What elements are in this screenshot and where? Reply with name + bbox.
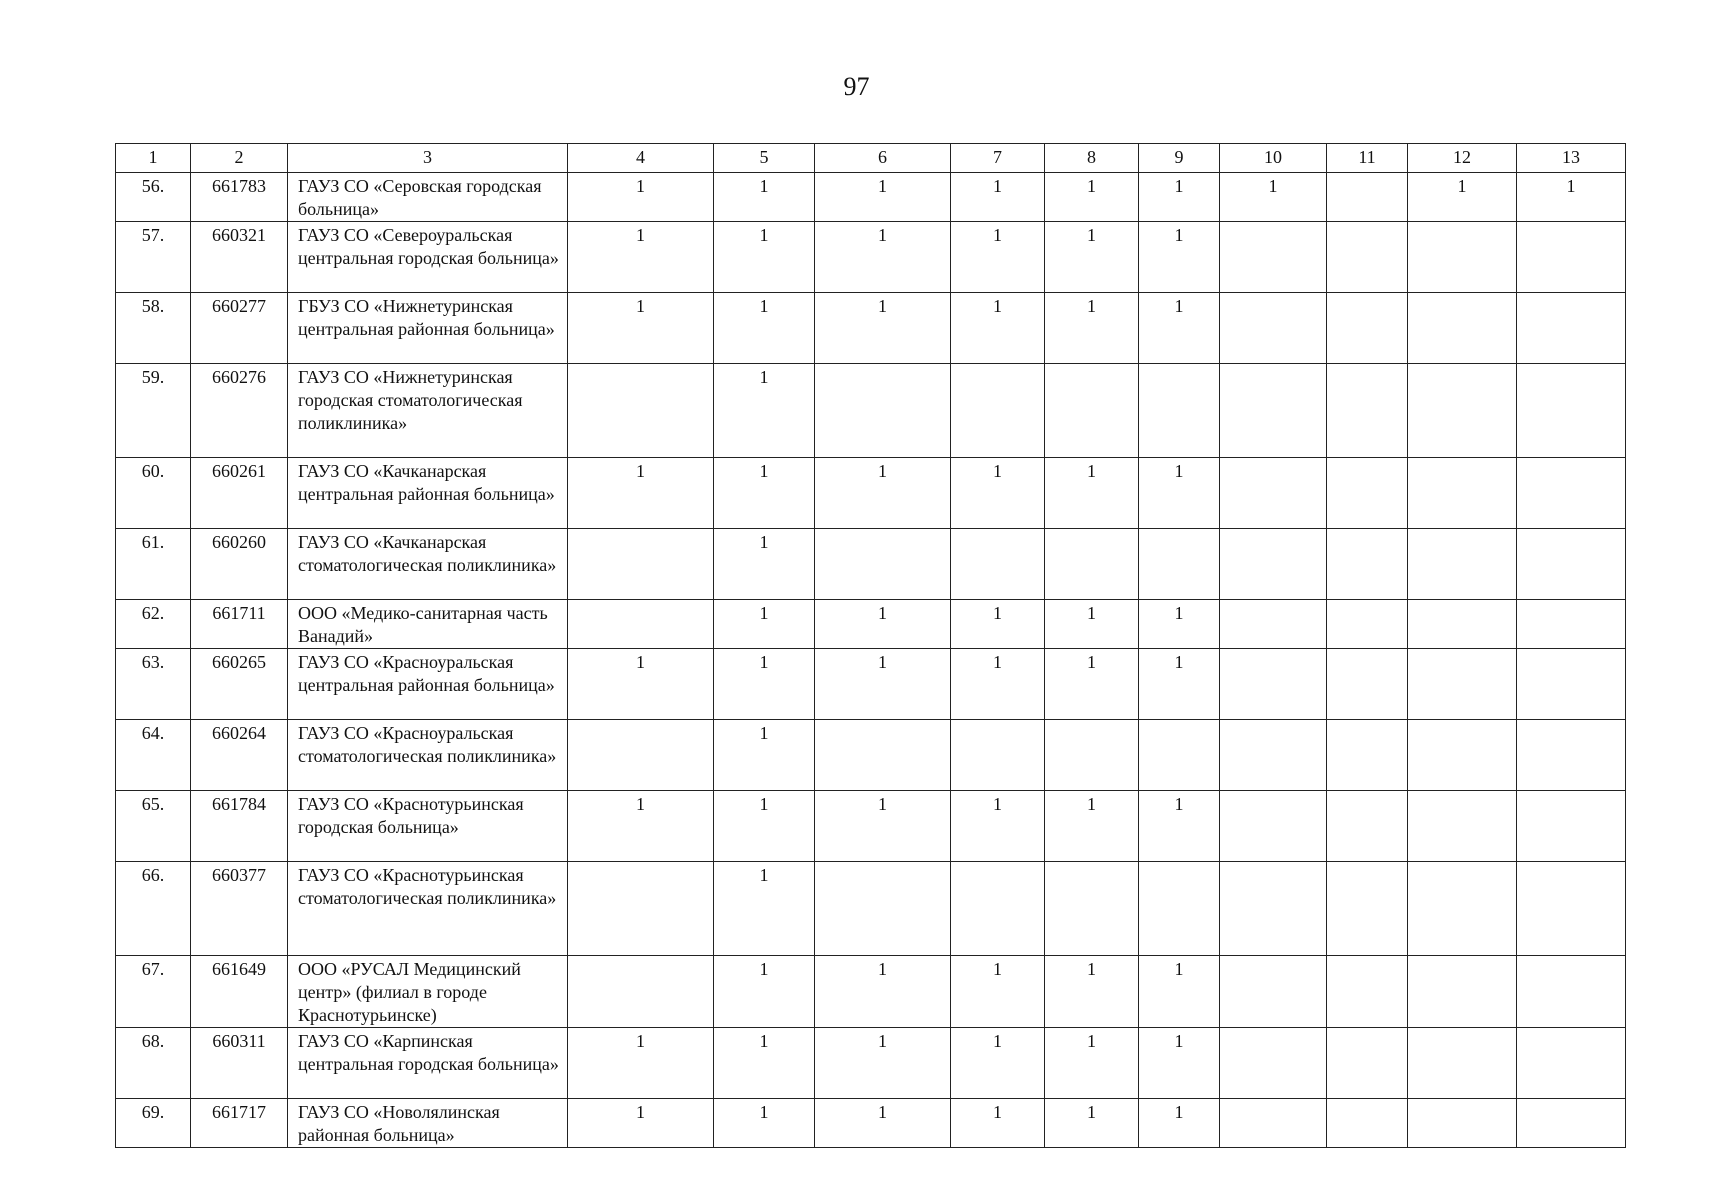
code-cell: 660277: [191, 293, 288, 364]
table-cell: [1327, 173, 1408, 222]
page-number: 97: [843, 72, 870, 101]
table-cell: [1220, 458, 1327, 529]
table-cell: 1: [1045, 956, 1139, 1028]
table-row: [116, 1028, 1626, 1099]
table-cell: [1517, 956, 1626, 1028]
table-cell: [815, 364, 951, 458]
organization-name-cell: ГАУЗ СО «Новолялинская районная больница»: [288, 1099, 568, 1148]
organization-name-cell: ГАУЗ СО «Красноуральская стоматологическая поликлиника»: [288, 720, 568, 791]
table-cell: [1517, 720, 1626, 791]
table-cell: 1: [1045, 791, 1139, 862]
table-row: [116, 1099, 1626, 1148]
column-header: 2: [191, 144, 288, 173]
table-cell: [1517, 364, 1626, 458]
table-cell: 1: [714, 173, 815, 222]
column-header: 10: [1220, 144, 1327, 173]
table-cell: [1408, 956, 1517, 1028]
table-cell: [1408, 649, 1517, 720]
table-cell: 1: [568, 458, 714, 529]
table-row: [116, 720, 1626, 791]
organization-name-cell: ГАУЗ СО «Качканарская стоматологическая поликлиника»: [288, 529, 568, 600]
table-cell: [1327, 1099, 1408, 1148]
table-cell: 1: [714, 364, 815, 458]
table-cell: [1327, 458, 1408, 529]
table-cell: [951, 862, 1045, 956]
table-cell: [1220, 720, 1327, 791]
organization-name-cell: ГАУЗ СО «Красноуральская центральная районная больница»: [288, 649, 568, 720]
table-cell: 1: [951, 458, 1045, 529]
table-cell: [1220, 222, 1327, 293]
table-cell: [815, 529, 951, 600]
table-cell: [1327, 1028, 1408, 1099]
table-cell: [1327, 600, 1408, 649]
table-cell: 1: [714, 529, 815, 600]
table-cell: [1408, 720, 1517, 791]
table-cell: [1045, 529, 1139, 600]
table-cell: [1220, 600, 1327, 649]
table-cell: 1: [815, 293, 951, 364]
table-cell: 1: [951, 956, 1045, 1028]
table-cell: [1220, 956, 1327, 1028]
table-cell: 1: [1139, 222, 1220, 293]
row-number-cell: 58.: [116, 293, 191, 364]
header-row: [116, 144, 1626, 173]
table-cell: 1: [951, 649, 1045, 720]
table-cell: 1: [1045, 1028, 1139, 1099]
table-cell: [568, 600, 714, 649]
table-cell: 1: [568, 1028, 714, 1099]
table-row: [116, 600, 1626, 649]
column-header: 4: [568, 144, 714, 173]
organization-name-cell: ГАУЗ СО «Краснотурьинская стоматологическая поликлиника»: [288, 862, 568, 956]
table-cell: [1327, 529, 1408, 600]
table-cell: 1: [714, 956, 815, 1028]
table-row: [116, 791, 1626, 862]
table-cell: 1: [1517, 173, 1626, 222]
table-cell: 1: [714, 1028, 815, 1099]
table-cell: [1327, 956, 1408, 1028]
table-cell: 1: [1139, 458, 1220, 529]
table-cell: [1408, 791, 1517, 862]
table-cell: [1517, 222, 1626, 293]
table-cell: [1408, 1028, 1517, 1099]
table-cell: [1220, 791, 1327, 862]
table-cell: 1: [568, 791, 714, 862]
table-cell: 1: [1139, 791, 1220, 862]
code-cell: 660276: [191, 364, 288, 458]
table-cell: [1408, 1099, 1517, 1148]
table-cell: 1: [951, 173, 1045, 222]
table-body: [116, 173, 1626, 1148]
column-header: 13: [1517, 144, 1626, 173]
table-cell: [1220, 862, 1327, 956]
table-cell: 1: [1139, 600, 1220, 649]
code-cell: 661711: [191, 600, 288, 649]
table-cell: [1045, 720, 1139, 791]
table-row: [116, 173, 1626, 222]
table-cell: 1: [714, 222, 815, 293]
organization-name-cell: ООО «РУСАЛ Медицинский центр» (филиал в городе Краснотурьинске): [288, 956, 568, 1028]
table-cell: 1: [815, 173, 951, 222]
row-number-cell: 65.: [116, 791, 191, 862]
table-cell: 1: [568, 293, 714, 364]
table-cell: 1: [951, 1028, 1045, 1099]
organization-name-cell: ГАУЗ СО «Нижнетуринская городская стоматологическая поликлиника»: [288, 364, 568, 458]
table-cell: [1220, 529, 1327, 600]
table-row: [116, 293, 1626, 364]
table-cell: 1: [815, 600, 951, 649]
table-cell: [1408, 458, 1517, 529]
table-cell: [1139, 720, 1220, 791]
organization-name-cell: ГАУЗ СО «Качканарская центральная районная больница»: [288, 458, 568, 529]
table-row: [116, 364, 1626, 458]
table-row: [116, 458, 1626, 529]
table-cell: 1: [1045, 600, 1139, 649]
table-cell: [568, 529, 714, 600]
table-cell: 1: [951, 600, 1045, 649]
table-cell: [815, 720, 951, 791]
row-number-cell: 60.: [116, 458, 191, 529]
table-cell: [1220, 293, 1327, 364]
table-cell: [951, 364, 1045, 458]
table-cell: 1: [1139, 293, 1220, 364]
table-cell: [1408, 529, 1517, 600]
column-header: 8: [1045, 144, 1139, 173]
table-cell: 1: [815, 791, 951, 862]
row-number-cell: 64.: [116, 720, 191, 791]
column-header: 3: [288, 144, 568, 173]
table-cell: 1: [1139, 1028, 1220, 1099]
table-cell: 1: [1220, 173, 1327, 222]
table-cell: 1: [1139, 1099, 1220, 1148]
row-number-cell: 61.: [116, 529, 191, 600]
table-cell: [1517, 649, 1626, 720]
table-row: [116, 529, 1626, 600]
code-cell: 660265: [191, 649, 288, 720]
table-cell: 1: [714, 458, 815, 529]
table-cell: 1: [951, 293, 1045, 364]
table-cell: [1220, 1099, 1327, 1148]
column-header: 5: [714, 144, 815, 173]
table-cell: 1: [951, 791, 1045, 862]
table-cell: 1: [1045, 1099, 1139, 1148]
row-number-cell: 63.: [116, 649, 191, 720]
column-header: 6: [815, 144, 951, 173]
column-header: 9: [1139, 144, 1220, 173]
organization-name-cell: ГАУЗ СО «Краснотурьинская городская больница»: [288, 791, 568, 862]
table-cell: 1: [815, 458, 951, 529]
table-cell: [1517, 791, 1626, 862]
table-cell: [951, 720, 1045, 791]
row-number-cell: 57.: [116, 222, 191, 293]
code-cell: 660321: [191, 222, 288, 293]
table-cell: [568, 862, 714, 956]
table-cell: 1: [714, 862, 815, 956]
table-cell: [1517, 293, 1626, 364]
table-cell: [1327, 720, 1408, 791]
table-cell: 1: [714, 600, 815, 649]
table-cell: [1408, 293, 1517, 364]
table-cell: 1: [951, 1099, 1045, 1148]
table-row: [116, 956, 1626, 1028]
table-cell: [1408, 222, 1517, 293]
code-cell: 661717: [191, 1099, 288, 1148]
table-cell: [1517, 1028, 1626, 1099]
organization-name-cell: ГАУЗ СО «Североуральская центральная городская больница»: [288, 222, 568, 293]
column-header: 11: [1327, 144, 1408, 173]
row-number-cell: 68.: [116, 1028, 191, 1099]
table-cell: 1: [714, 791, 815, 862]
table-cell: [568, 364, 714, 458]
code-cell: 661649: [191, 956, 288, 1028]
table-cell: [1220, 1028, 1327, 1099]
column-header: 12: [1408, 144, 1517, 173]
table-cell: 1: [1408, 173, 1517, 222]
row-number-cell: 67.: [116, 956, 191, 1028]
table-cell: 1: [568, 649, 714, 720]
table-cell: [1327, 222, 1408, 293]
table-cell: 1: [1045, 222, 1139, 293]
table-cell: [1139, 862, 1220, 956]
organization-name-cell: ГБУЗ СО «Нижнетуринская центральная районная больница»: [288, 293, 568, 364]
table-cell: [1408, 364, 1517, 458]
table-cell: 1: [1045, 173, 1139, 222]
table-cell: [1408, 600, 1517, 649]
table-cell: [1517, 1099, 1626, 1148]
table-cell: [1327, 649, 1408, 720]
table-row: [116, 222, 1626, 293]
table-cell: [1327, 791, 1408, 862]
row-number-cell: 66.: [116, 862, 191, 956]
table-cell: [568, 720, 714, 791]
table-cell: [815, 862, 951, 956]
table-cell: 1: [1139, 173, 1220, 222]
table-cell: [1045, 364, 1139, 458]
row-number-cell: 62.: [116, 600, 191, 649]
table-cell: 1: [1045, 649, 1139, 720]
table-cell: [951, 529, 1045, 600]
row-number-cell: 59.: [116, 364, 191, 458]
table-cell: 1: [714, 1099, 815, 1148]
table-cell: [1517, 600, 1626, 649]
column-header: 7: [951, 144, 1045, 173]
table-row: [116, 649, 1626, 720]
table-cell: [1517, 529, 1626, 600]
table-cell: 1: [815, 222, 951, 293]
table-cell: [1139, 529, 1220, 600]
table-cell: [568, 956, 714, 1028]
data-table: [115, 143, 1626, 1148]
table-cell: [1517, 862, 1626, 956]
table-cell: [1327, 862, 1408, 956]
table-cell: [1220, 364, 1327, 458]
table-cell: 1: [815, 1028, 951, 1099]
table-cell: [1517, 458, 1626, 529]
code-cell: 660260: [191, 529, 288, 600]
table-cell: 1: [568, 1099, 714, 1148]
table-cell: 1: [714, 720, 815, 791]
organization-name-cell: ГАУЗ СО «Карпинская центральная городская больница»: [288, 1028, 568, 1099]
table-cell: 1: [714, 649, 815, 720]
row-number-cell: 56.: [116, 173, 191, 222]
table-cell: [1139, 364, 1220, 458]
column-header: 1: [116, 144, 191, 173]
table-cell: 1: [1139, 956, 1220, 1028]
table-row: [116, 862, 1626, 956]
table-cell: 1: [1045, 293, 1139, 364]
table-cell: 1: [568, 222, 714, 293]
table-cell: 1: [568, 173, 714, 222]
table-cell: 1: [1045, 458, 1139, 529]
table-cell: [1327, 364, 1408, 458]
table-cell: 1: [1139, 649, 1220, 720]
table-cell: 1: [951, 222, 1045, 293]
table-cell: [1045, 862, 1139, 956]
table-cell: [1327, 293, 1408, 364]
code-cell: 660261: [191, 458, 288, 529]
organization-name-cell: ГАУЗ СО «Серовская городская больница»: [288, 173, 568, 222]
table-cell: 1: [815, 1099, 951, 1148]
code-cell: 661783: [191, 173, 288, 222]
code-cell: 660377: [191, 862, 288, 956]
organization-name-cell: ООО «Медико-санитарная часть Ванадий»: [288, 600, 568, 649]
code-cell: 661784: [191, 791, 288, 862]
row-number-cell: 69.: [116, 1099, 191, 1148]
table-cell: 1: [714, 293, 815, 364]
table-cell: 1: [815, 649, 951, 720]
table-cell: [1220, 649, 1327, 720]
table-cell: [1408, 862, 1517, 956]
code-cell: 660311: [191, 1028, 288, 1099]
code-cell: 660264: [191, 720, 288, 791]
table-cell: 1: [815, 956, 951, 1028]
